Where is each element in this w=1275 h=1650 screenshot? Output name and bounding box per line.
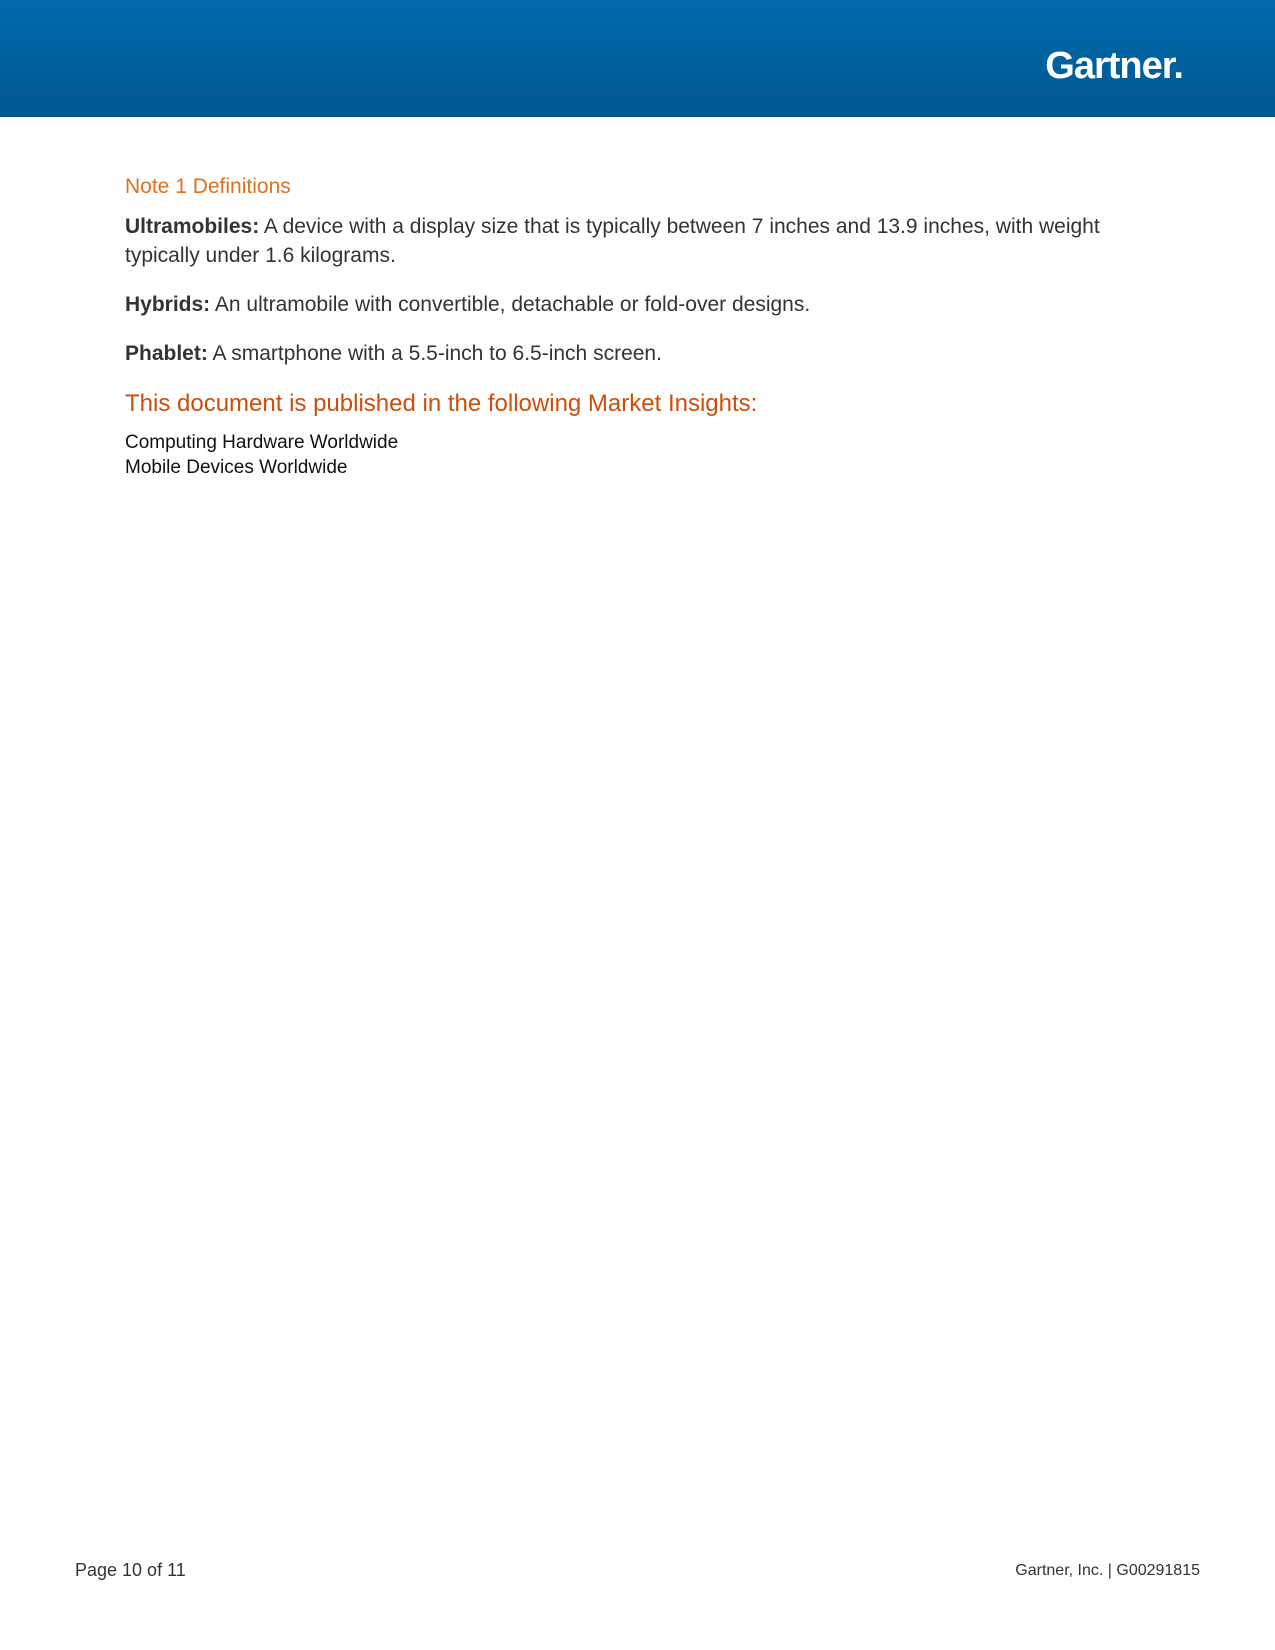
gartner-logo: Gartner. [1045, 45, 1183, 87]
market-insight-link-computing-hardware[interactable]: Computing Hardware Worldwide [125, 432, 399, 453]
page-content [125, 172, 1155, 480]
definition-term: Hybrids: [125, 293, 211, 316]
definition-term: Ultramobiles: [125, 215, 260, 238]
definition-text: A smartphone with a 5.5-inch to 6.5-inch screen. [212, 342, 662, 365]
note-title: Note 1 Definitions [125, 175, 291, 198]
definition-term: Phablet: [125, 342, 208, 365]
definition-hybrids [125, 290, 1155, 319]
page-header [0, 0, 1275, 117]
definition-text: A device with a display size that is typically between 7 inches and 13.9 inches, with weight typically under 1.6 kilograms. [125, 215, 1100, 267]
definition-ultramobiles [125, 212, 1155, 270]
market-insights-heading: This document is published in the following Market Insights: [125, 390, 758, 417]
definition-phablet [125, 339, 1155, 368]
market-insights-list [125, 430, 1155, 480]
page-number: Page 10 of 11 [75, 1560, 186, 1580]
market-insight-link-mobile-devices[interactable]: Mobile Devices Worldwide [125, 457, 348, 478]
definition-text: An ultramobile with convertible, detachable or fold-over designs. [214, 293, 811, 316]
document-id: Gartner, Inc. | G00291815 [1015, 1562, 1200, 1579]
